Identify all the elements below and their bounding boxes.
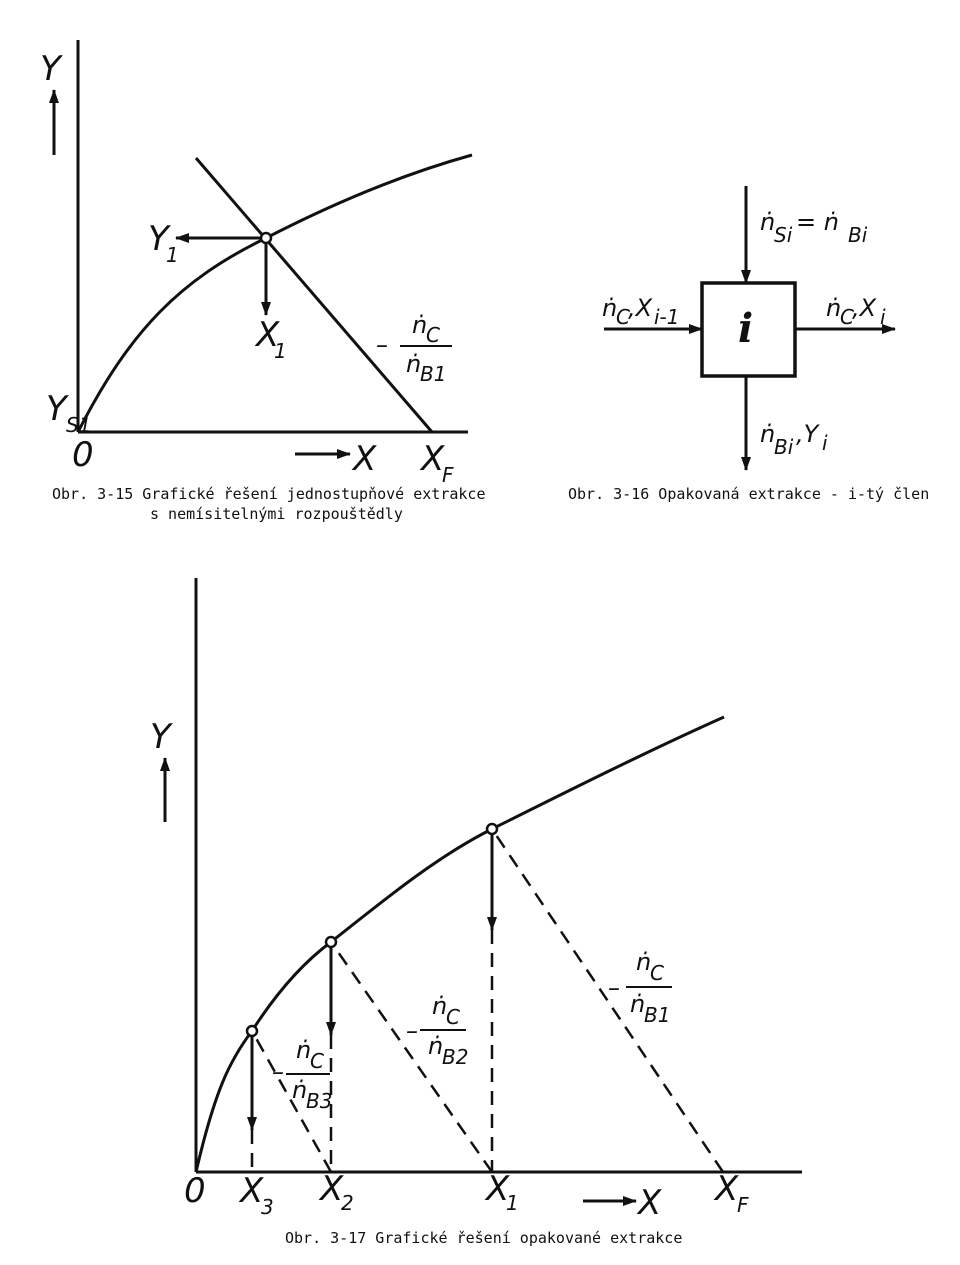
- right-label: ṅ: [826, 294, 842, 322]
- caption-line-2: s nemísitelnými rozpouštědly: [150, 505, 403, 523]
- x2-subscript: 2: [341, 1191, 354, 1215]
- top-label-equals-subscript: Bi: [848, 223, 868, 247]
- stage-1-point: [487, 824, 497, 834]
- right-label-x: ,X: [852, 294, 877, 322]
- operating-line: [196, 158, 432, 432]
- slope-sign: –: [376, 331, 388, 359]
- slope1-denominator-subscript: B1: [644, 1003, 671, 1027]
- stage-3-point: [247, 1026, 257, 1036]
- x3-subscript: 3: [261, 1195, 274, 1219]
- stage-label: i: [738, 305, 754, 352]
- bottom-label-y-subscript: i: [822, 431, 828, 455]
- slope1-numerator: ṅ: [636, 948, 652, 976]
- x1-subscript: 1: [506, 1191, 519, 1215]
- xf-subscript: F: [737, 1193, 749, 1217]
- top-label-equals: = ṅ: [796, 208, 839, 236]
- slope-numerator: ṅ: [412, 311, 428, 339]
- slope2-denominator: ṅ: [428, 1032, 444, 1060]
- slope2-numerator-subscript: C: [446, 1005, 460, 1029]
- right-label-x-subscript: i: [880, 305, 886, 329]
- x1-subscript: 1: [274, 339, 287, 363]
- bottom-label: ṅ: [760, 420, 776, 448]
- left-label-subscript: C: [616, 305, 630, 329]
- intersection-point: [261, 233, 271, 243]
- equilibrium-curve: [196, 717, 724, 1172]
- ys1-label: Y: [46, 389, 67, 429]
- x1-label: X: [256, 315, 280, 355]
- y-axis-label: Y: [40, 49, 61, 89]
- top-label: ṅ: [760, 208, 776, 236]
- x-axis-label: X: [353, 439, 377, 479]
- slope3-denominator-subscript: B3: [306, 1089, 333, 1113]
- x-axis-label: X: [638, 1183, 662, 1223]
- y1-label: Y: [148, 219, 169, 259]
- slope-denominator-subscript: B1: [420, 362, 447, 386]
- left-label-x: ,X: [628, 294, 653, 322]
- figure-3-15: [40, 40, 485, 523]
- origin-label: 0: [72, 435, 94, 475]
- x2-label: X: [320, 1169, 344, 1209]
- left-label-x-subscript: i-1: [654, 305, 680, 329]
- xf-label: X: [715, 1169, 739, 1209]
- caption: Obr. 3-17 Grafické řešení opakované extrakce: [285, 1229, 683, 1247]
- origin-label: 0: [184, 1171, 206, 1211]
- y1-subscript: 1: [166, 243, 179, 267]
- x3-label: X: [240, 1171, 264, 1211]
- slope2-denominator-subscript: B2: [442, 1045, 469, 1069]
- slope-denominator: ṅ: [406, 350, 422, 378]
- right-label-subscript: C: [840, 305, 854, 329]
- y-axis-label: Y: [150, 717, 171, 757]
- bottom-label-y: ,Y: [796, 420, 819, 448]
- top-label-subscript: Si: [774, 223, 793, 247]
- xf-subscript: F: [442, 463, 454, 487]
- slope2-sign: –: [406, 1017, 418, 1045]
- slope3-numerator: ṅ: [296, 1036, 312, 1064]
- stage-2-point: [326, 937, 336, 947]
- slope1-denominator: ṅ: [630, 990, 646, 1018]
- x1-label: X: [486, 1169, 510, 1209]
- slope1-numerator-subscript: C: [650, 961, 664, 985]
- slope3-denominator: ṅ: [292, 1076, 308, 1104]
- xf-label: X: [421, 439, 445, 479]
- bottom-label-subscript: Bi: [774, 435, 794, 459]
- ys1-subscript: S1: [66, 413, 92, 437]
- figure-3-16: [568, 186, 929, 503]
- caption: Obr. 3-16 Opakovaná extrakce - i-tý člen: [568, 485, 930, 503]
- caption-line-1: Obr. 3-15 Grafické řešení jednostupňové extrakce: [52, 485, 486, 503]
- slope3-sign: –: [272, 1058, 284, 1086]
- slope2-numerator: ṅ: [432, 992, 448, 1020]
- slope1-sign: –: [608, 974, 620, 1002]
- equilibrium-curve: [78, 155, 472, 432]
- slope-numerator-subscript: C: [426, 323, 440, 347]
- left-label: ṅ: [602, 294, 618, 322]
- figure-3-17: [150, 578, 802, 1247]
- slope3-numerator-subscript: C: [310, 1049, 324, 1073]
